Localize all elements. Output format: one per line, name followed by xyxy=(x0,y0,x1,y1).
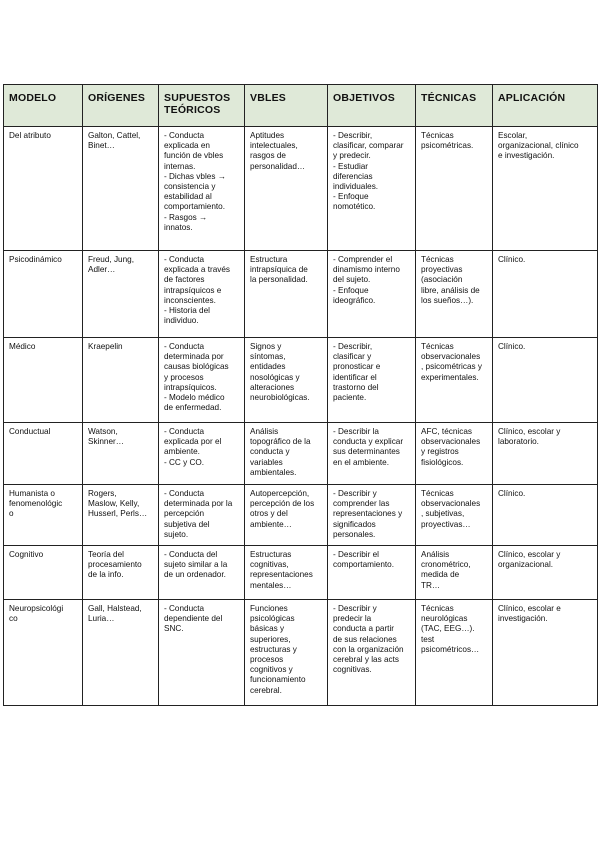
model-cell: Del atributo xyxy=(4,127,83,251)
variables-cell: Estructuras cognitivas, representaciones mentales… xyxy=(245,546,328,600)
table-row xyxy=(4,600,598,706)
objectives-cell: - Describir y predecir la conducta a partir de sus relaciones con la organización cerebral y las acts cognitivas. xyxy=(328,600,416,706)
techniques-cell: Técnicas proyectivas (asociación libre, análisis de los sueños…). xyxy=(416,251,493,338)
variables-cell: Funciones psicológicas básicas y superiores, estructuras y procesos cognitivos y funcionamiento cerebral. xyxy=(245,600,328,706)
techniques-cell: Técnicas observacionales , psicométricas y experimentales. xyxy=(416,338,493,423)
model-cell: Cognitivo xyxy=(4,546,83,600)
variables-cell: Análisis topográfico de la conducta y variables ambientales. xyxy=(245,423,328,485)
origins-cell: Teoría del procesamiento de la info. xyxy=(83,546,159,600)
header-vbles: VBLES xyxy=(245,85,328,127)
objectives-cell: - Describir, clasificar y pronosticar e identificar el trastorno del paciente. xyxy=(328,338,416,423)
techniques-cell: AFC, técnicas observacionales y registros fisiológicos. xyxy=(416,423,493,485)
origins-cell: Kraepelin xyxy=(83,338,159,423)
table-row xyxy=(4,338,598,423)
origins-cell: Freud, Jung, Adler… xyxy=(83,251,159,338)
header-tecnicas: TÉCNICAS xyxy=(416,85,493,127)
variables-cell: Aptitudes intelectuales, rasgos de personalidad… xyxy=(245,127,328,251)
assumptions-cell: - Conducta explicada en función de vbles internas. - Dichas vbles → consistencia y estabilidad al comportamiento. - Rasgos → innatos. xyxy=(159,127,245,251)
header-objetivos: OBJETIVOS xyxy=(328,85,416,127)
assumptions-cell: - Conducta determinada por la percepción subjetiva del sujeto. xyxy=(159,485,245,546)
application-cell: Clínico, escolar y laboratorio. xyxy=(493,423,598,485)
techniques-cell: Análisis cronométrico, medida de TR… xyxy=(416,546,493,600)
header-supuestos: SUPUESTOS TEÓRICOS xyxy=(159,85,245,127)
application-cell: Clínico, escolar y organizacional. xyxy=(493,546,598,600)
model-cell: Psicodinámico xyxy=(4,251,83,338)
objectives-cell: - Comprender el dinamismo interno del sujeto. - Enfoque ideográfico. xyxy=(328,251,416,338)
assumptions-cell: - Conducta dependiente del SNC. xyxy=(159,600,245,706)
models-table xyxy=(3,84,598,706)
application-cell: Clínico. xyxy=(493,485,598,546)
header-modelo: MODELO xyxy=(4,85,83,127)
origins-cell: Rogers, Maslow, Kelly, Husserl, Perls… xyxy=(83,485,159,546)
table-row xyxy=(4,423,598,485)
assumptions-cell: - Conducta determinada por causas biológicas y procesos intrapsíquicos. - Modelo médico de enfermedad. xyxy=(159,338,245,423)
techniques-cell: Técnicas observacionales , subjetivas, proyectivas… xyxy=(416,485,493,546)
model-cell: Médico xyxy=(4,338,83,423)
origins-cell: Galton, Cattel, Binet… xyxy=(83,127,159,251)
techniques-cell: Técnicas neurológicas (TAC, EEG…). test psicométricos… xyxy=(416,600,493,706)
application-cell: Escolar, organizacional, clínico e investigación. xyxy=(493,127,598,251)
origins-cell: Gall, Halstead, Luria… xyxy=(83,600,159,706)
origins-cell: Watson, Skinner… xyxy=(83,423,159,485)
model-cell: Neuropsicológi co xyxy=(4,600,83,706)
objectives-cell: - Describir, clasificar, comparar y predecir. - Estudiar diferencias individuales. - Enfoque nomotético. xyxy=(328,127,416,251)
model-cell: Humanista o fenomenológic o xyxy=(4,485,83,546)
assumptions-cell: - Conducta explicada por el ambiente. - CC y CO. xyxy=(159,423,245,485)
application-cell: Clínico. xyxy=(493,251,598,338)
table-row xyxy=(4,485,598,546)
assumptions-cell: - Conducta del sujeto similar a la de un ordenador. xyxy=(159,546,245,600)
application-cell: Clínico. xyxy=(493,338,598,423)
table-row xyxy=(4,251,598,338)
objectives-cell: - Describir el comportamiento. xyxy=(328,546,416,600)
objectives-cell: - Describir y comprender las representaciones y significados personales. xyxy=(328,485,416,546)
header-aplicacion: APLICACIÓN xyxy=(493,85,598,127)
assumptions-cell: - Conducta explicada a través de factores intrapsíquicos e inconscientes. - Historia del individuo. xyxy=(159,251,245,338)
table-row xyxy=(4,546,598,600)
application-cell: Clínico, escolar e investigación. xyxy=(493,600,598,706)
header-row xyxy=(4,85,598,127)
header-origenes: ORÍGENES xyxy=(83,85,159,127)
objectives-cell: - Describir la conducta y explicar sus determinantes en el ambiente. xyxy=(328,423,416,485)
table-row xyxy=(4,127,598,251)
variables-cell: Estructura intrapsíquica de la personalidad. xyxy=(245,251,328,338)
techniques-cell: Técnicas psicométricas. xyxy=(416,127,493,251)
variables-cell: Signos y síntomas, entidades nosológicas y alteraciones neurobiológicas. xyxy=(245,338,328,423)
model-cell: Conductual xyxy=(4,423,83,485)
variables-cell: Autopercepción, percepción de los otros y del ambiente… xyxy=(245,485,328,546)
